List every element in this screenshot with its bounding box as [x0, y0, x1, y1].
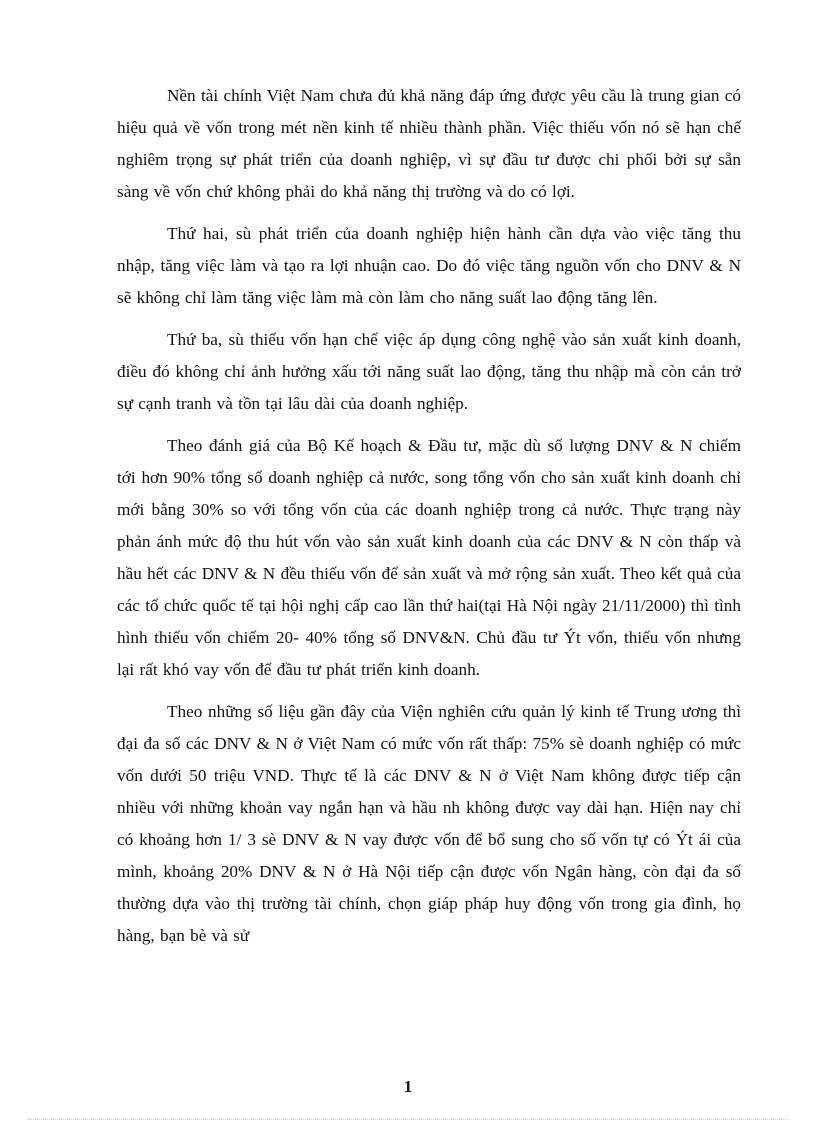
- document-body: [117, 80, 741, 962]
- paragraph-3: Thứ ba, sù thiếu vốn hạn chế việc áp dụng công nghệ vào sản xuất kinh doanh, điều đó không chỉ ảnh hưởng xấu tới năng suất lao động, tăng thu nhập mà còn cản trở sự cạnh tranh và tồn tại lâu dài của doanh nghiệp.: [117, 330, 741, 413]
- paragraph-4: Theo đánh giá của Bộ Kế hoạch & Đầu tư, mặc dù số lượng DNV & N chiếm tới hơn 90% tổng số doanh nghiệp cả nước, song tổng vốn cho sản xuất kinh doanh chỉ mới bằng 30% so với tổng vốn của các doanh nghiệp trong cả nước. Thực trạng này phản ánh mức độ thu hút vốn vào sản xuất kinh doanh của các DNV & N còn thấp và hầu hết các DNV & N đều thiếu vốn để sản xuất và mở rộng sản xuất. Theo kết quả của các tổ chức quốc tế tại hội nghị cấp cao lần thứ hai(tại Hà Nội ngày 21/11/2000) thì tình hình thiếu vốn chiếm 20- 40% tổng số DNV&N. Chủ đầu tư Ýt vốn, thiếu vốn nhưng lại rất khó vay vốn để đầu tư phát triển kinh doanh.: [117, 436, 741, 679]
- paragraph-2: Thứ hai, sù phát triển của doanh nghiệp hiện hành cần dựa vào việc tăng thu nhập, tăng việc làm và tạo ra lợi nhuận cao. Do đó việc tăng nguồn vốn cho DNV & N sẽ không chỉ làm tăng việc làm mà còn làm cho năng suất lao động tăng lên.: [117, 224, 741, 307]
- page-number: 1: [403, 1077, 413, 1096]
- page-bottom-divider: [28, 1119, 788, 1120]
- paragraph-1: Nền tài chính Việt Nam chưa đủ khả năng đáp ứng được yêu cầu là trung gian có hiệu quả về vốn trong mét nền kinh tế nhiều thành phần. Việc thiếu vốn nó sẽ hạn chế nghiêm trọng sự phát triển của doanh nghiệp, vì sự đầu tư được chi phối bởi sự sẵn sàng về vốn chứ không phải do khả năng thị trường và do có lợi.: [117, 86, 741, 201]
- paragraph-5: Theo những số liệu gần đây của Viện nghiên cứu quản lý kinh tế Trung ương thì đại đa số các DNV & N ở Việt Nam có mức vốn rất thấp: 75% sè doanh nghiệp có mức vốn dưới 50 triệu VND. Thực tế là các DNV & N ở Việt Nam không được tiếp cận nhiều với những khoản vay ngắn hạn và hầu nh không được vay dài hạn. Hiện nay chỉ có khoảng hơn 1/ 3 sè DNV & N vay được vốn để bổ sung cho số vốn tự có Ýt ái của mình, khoảng 20% DNV & N ở Hà Nội tiếp cận được vốn Ngân hàng, còn đại đa số thường dựa vào thị trường tài chính, chọn giáp pháp huy động vốn trong gia đình, họ hàng, bạn bè và sử: [117, 702, 741, 945]
